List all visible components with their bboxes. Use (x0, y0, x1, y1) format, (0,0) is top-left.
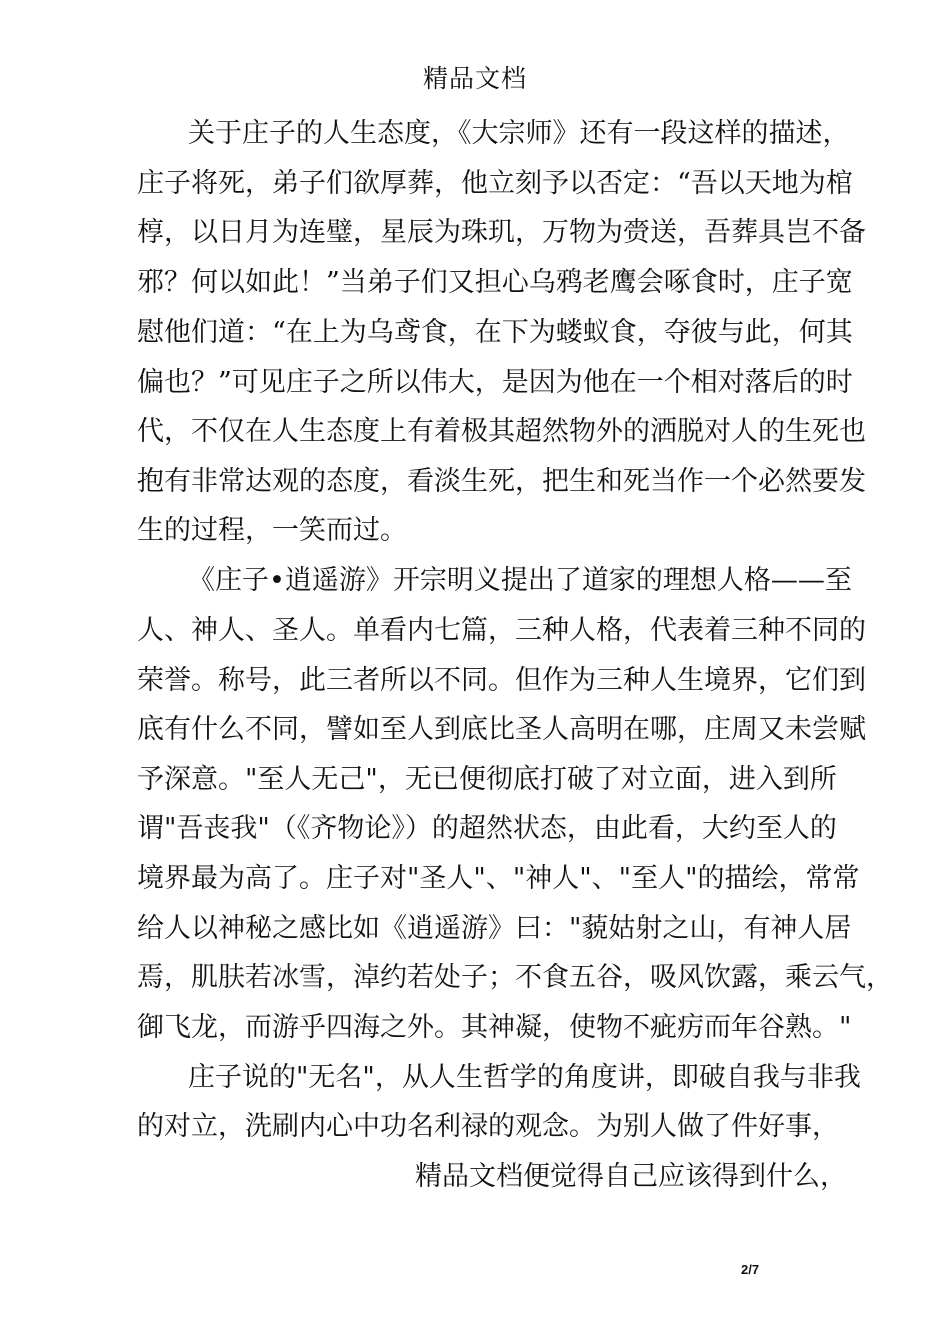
page-header: 精品文档 (422, 64, 527, 93)
text-line: 椁，以日月为连璧，星辰为珠玑，万物为赍送，吾葬具岂不备 (137, 217, 866, 248)
text-line: 邪？何以如此！”当弟子们又担心乌鸦老鹰会啄食时，庄子宽 (137, 267, 853, 298)
text-line: 偏也？”可见庄子之所以伟大，是因为他在一个相对落后的时 (137, 367, 853, 398)
text-line: 生的过程，一笑而过。 (137, 515, 407, 546)
text-line: 底有什么不同，譬如至人到底比圣人高明在哪，庄周又未尝赋 (137, 714, 866, 745)
text-line: 给人以神秘之感比如《逍遥游》曰："藐姑射之山，有神人居 (137, 913, 852, 944)
text-line: 人、神人、圣人。单看内七篇，三种人格，代表着三种不同的 (137, 615, 866, 646)
text-line: 谓"吾丧我"（《齐物论》）的超然状态，由此看，大约至人的 (137, 813, 837, 844)
text-line: 焉，肌肤若冰雪，淖约若处子；不食五谷，吸风饮露，乘云气， (137, 962, 893, 993)
text-line: 的对立，洗刷内心中功名利禄的观念。为别人做了件好事， (137, 1111, 839, 1142)
text-line: 《庄子•逍遥游》开宗明义提出了道家的理想人格——至 (188, 565, 852, 596)
text-line: 御飞龙，而游乎四海之外。其神凝，使物不疵疠而年谷熟。" (137, 1012, 852, 1043)
page-number: 2/7 (741, 1262, 760, 1277)
text-line: 荣誉。称号，此三者所以不同。但作为三种人生境界，它们到 (137, 665, 866, 696)
text-line: 慰他们道：“在上为乌鸢食，在下为蝼蚁食，夺彼与此，何其 (137, 317, 853, 348)
text-line: 关于庄子的人生态度，《大宗师》还有一段这样的描述， (188, 118, 850, 149)
text-line: 精品文档便觉得自己应该得到什么， (415, 1161, 847, 1192)
text-line: 庄子将死，弟子们欲厚葬，他立刻予以否定：“吾以天地为棺 (137, 168, 853, 199)
text-line: 境界最为高了。庄子对"圣人"、"神人"、"至人"的描绘，常常 (137, 863, 860, 894)
text-line: 予深意。"至人无己"，无已便彻底打破了对立面，进入到所 (137, 764, 837, 795)
text-line: 代，不仅在人生态度上有着极其超然物外的洒脱对人的生死也 (137, 416, 866, 447)
text-line: 抱有非常达观的态度，看淡生死，把生和死当作一个必然要发 (137, 466, 866, 497)
text-line: 庄子说的"无名"，从人生哲学的角度讲，即破自我与非我 (188, 1062, 861, 1093)
